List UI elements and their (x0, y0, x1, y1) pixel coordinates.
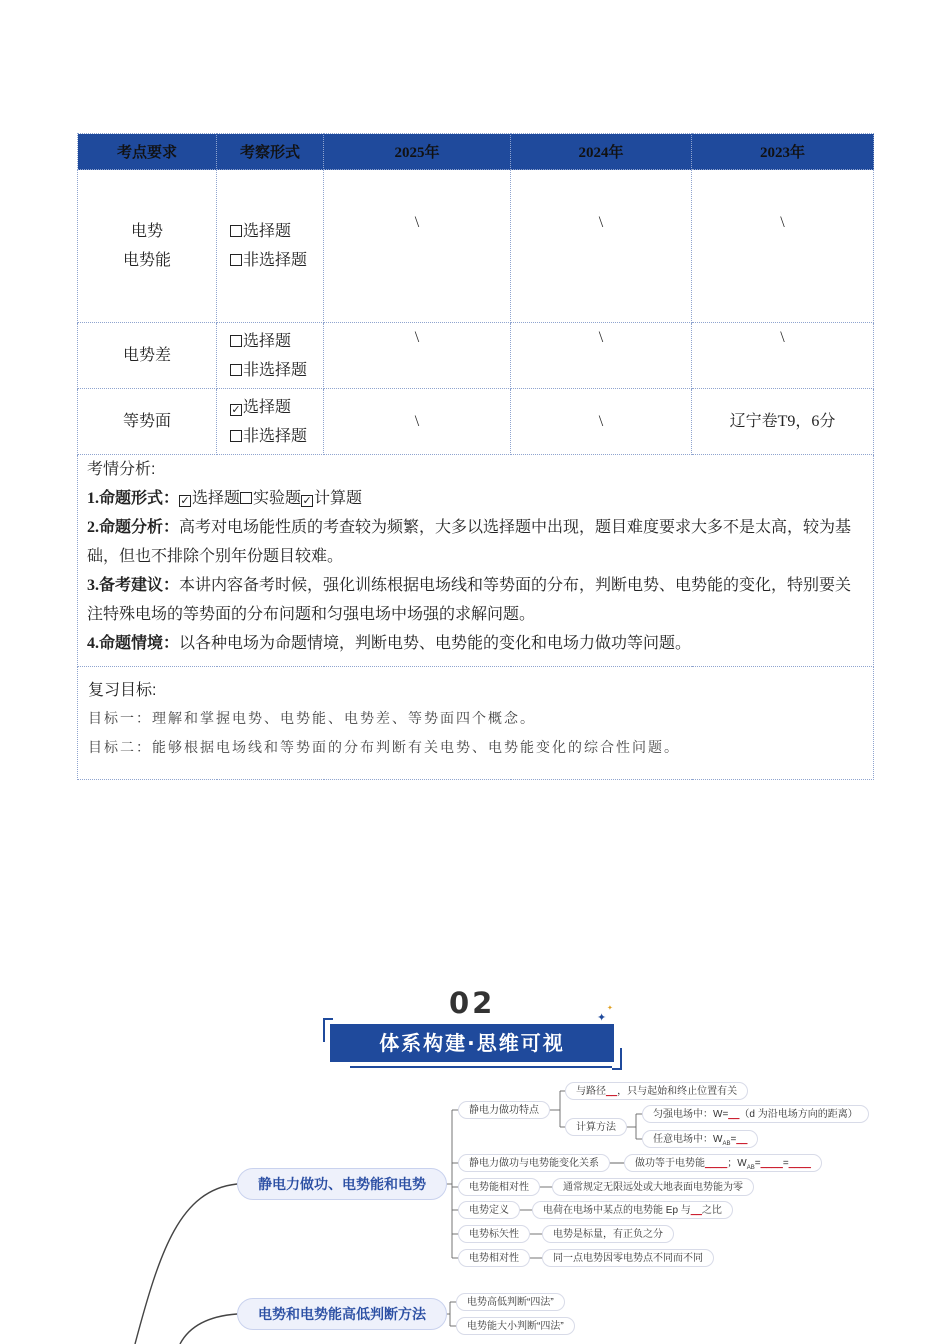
year-cell: \ (692, 170, 874, 323)
analysis-item-1: 1.命题形式：✓ 选择题 实验题✓ 计算题 (87, 490, 363, 507)
mindmap-node: 同一点电势因零电势点不同而不同 (542, 1249, 714, 1267)
mindmap-node: 电势标矢性 (458, 1225, 530, 1243)
mindmap-node: 任意电场中：$W_{AB}=\_\_$ (642, 1130, 758, 1148)
option-label: 选择题 (243, 223, 292, 240)
header-2023: 2023年 (692, 134, 874, 170)
mindmap-node: 计算方法 (565, 1118, 627, 1136)
mindmap-node: 通常规定无限远处或大地表面电势能为零 (552, 1178, 754, 1196)
analysis-title: 考情分析: (87, 461, 156, 478)
topic-cell: 电势差 (78, 323, 217, 389)
mindmap-node: 电势能相对性 (458, 1178, 540, 1196)
goal-1: 目标一：理解和掌握电势、电势能、电势差、等势面四个概念。 (88, 712, 536, 727)
option-label: 选择题 (243, 398, 292, 416)
mindmap-node: 与路径__，只与起始和终止位置有关 (565, 1082, 748, 1100)
year-cell: \ (324, 323, 511, 389)
sparkle-icon: ✦ (607, 1004, 613, 1012)
option-label: 非选择题 (243, 252, 308, 269)
goal-2: 目标二：能够根据电场线和等势面的分布判断有关电势、电势能变化的综合性问题。 (88, 741, 680, 756)
goals-title: 复习目标: (88, 682, 157, 699)
header-2025: 2025年 (324, 134, 511, 170)
mindmap-node: 电势定义 (458, 1201, 520, 1219)
year-cell: \ (324, 389, 511, 455)
topic-cell: 等势面 (78, 389, 217, 455)
sparkle-icon: ✦ (597, 1011, 607, 1024)
option-label: 非选择题 (243, 427, 308, 445)
option-label: 选择题 (243, 332, 292, 350)
year-cell: \ (511, 389, 692, 455)
checkbox-checked-icon: ✓ (180, 494, 190, 507)
mindmap-node: 静电力做功特点 (458, 1101, 550, 1119)
topic-line: 电势 (130, 223, 163, 240)
mindmap-main-topic: 静电力做功、电势能和电势 (237, 1168, 447, 1200)
mindmap-node: 电势高低判断“四法” (456, 1293, 565, 1311)
mindmap-node: 匀强电场中：W=__（d 为沿电场方向的距离） (642, 1105, 869, 1123)
section-number: 02 (449, 986, 496, 1020)
header-2024: 2024年 (511, 134, 692, 170)
mindmap-node: 电势能大小判断“四法” (456, 1317, 575, 1335)
section-title: 体系构建·思维可视 (330, 1024, 614, 1062)
header-topic: 考点要求 (78, 134, 217, 170)
year-cell: \ (692, 323, 874, 389)
option-label: 非选择题 (243, 361, 308, 379)
mindmap-node: 做功等于电势能____；$W_{AB}=\_\_\_\_=\_\_\_\_$ (624, 1154, 822, 1172)
checkbox-checked-icon: ✓ (302, 494, 312, 507)
mindmap-node: 电势相对性 (458, 1249, 530, 1267)
topic-line: 电势能 (122, 252, 171, 269)
analysis-item-3: 3.备考建议：本讲内容备考时候，强化训练根据电场线和等势面的分布，判断电势、电势能的变化，特别要关注特殊电场的等势面的分布问题和匀强电场中场强的求解问题。 (87, 577, 852, 623)
analysis-item-2: 2.命题分析：高考对电场能性质的考查较为频繁，大多以选择题中出现，题目难度要求大多不是太高，较为基础，但也不排除个别年份题目较难。 (87, 519, 852, 565)
year-cell: \ (511, 170, 692, 323)
year-cell: 辽宁卷T9，6分 (692, 389, 874, 455)
checkbox-checked-icon: ✓ (231, 402, 241, 416)
analysis-item-4: 4.命题情境：以各种电场为命题情境，判断电势、电势能的变化和电场力做功等问题。 (87, 635, 692, 652)
mindmap-node: 静电力做功与电势能变化关系 (458, 1154, 610, 1172)
mindmap-main-topic: 电势和电势能高低判断方法 (237, 1298, 447, 1330)
year-cell: \ (324, 170, 511, 323)
mindmap-node: 电势是标量，有正负之分 (542, 1225, 674, 1243)
mindmap-node: 电荷在电场中某点的电势能 Ep 与__之比 (532, 1201, 733, 1219)
year-cell: \ (511, 323, 692, 389)
header-form: 考察形式 (217, 134, 324, 170)
